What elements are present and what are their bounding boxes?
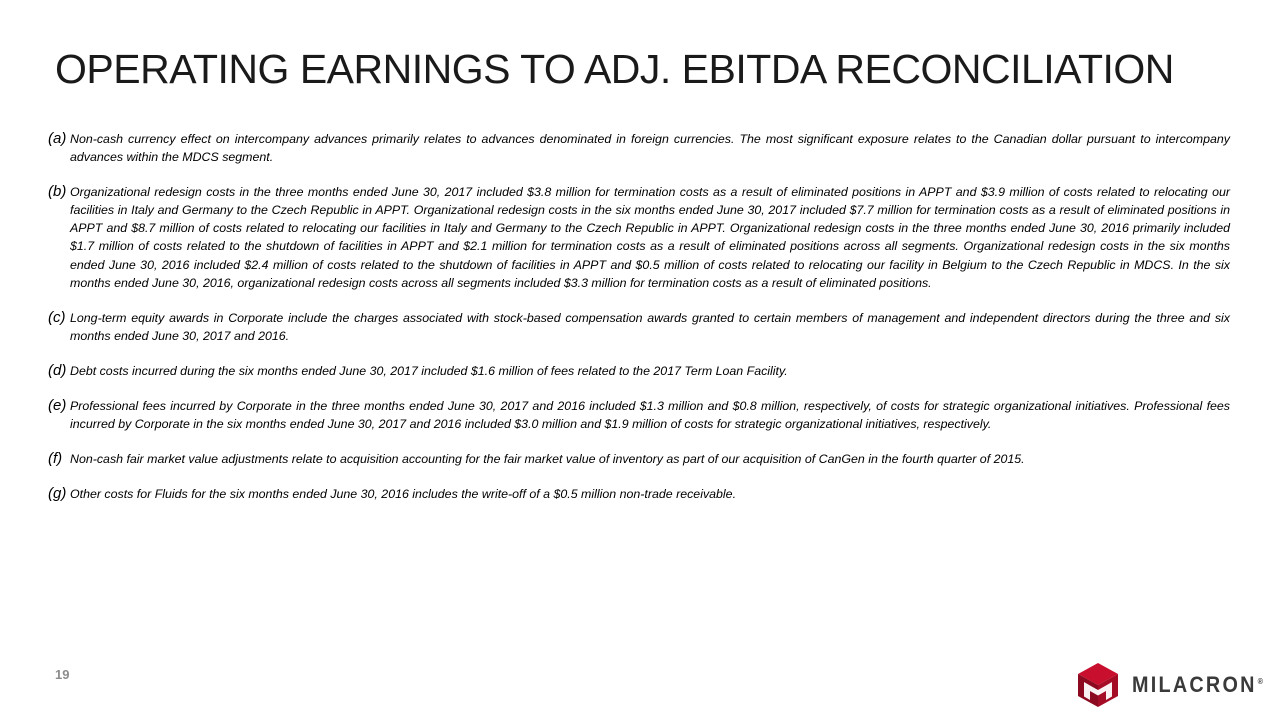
footnote-e	[48, 397, 1230, 433]
footnote-f	[48, 450, 1230, 468]
footnote-text: Non-cash currency effect on intercompany advances primarily relates to advances denominated in foreign currencies. The most significant exposure relates to the Canadian dollar pursuant to intercompany advances within the MDCS segment.	[70, 132, 1230, 165]
wordmark-text: MILACRON	[1132, 672, 1257, 697]
registered-mark: ®	[1257, 676, 1263, 686]
footnote-b	[48, 183, 1230, 292]
footnote-text: Professional fees incurred by Corporate in the three months ended June 30, 2017 and 2016 included $1.3 million and $0.8 million, respectively, of costs for strategic organizational initiatives. Professional fees incurred by Corporate in the six months ended June 30, 2017 and 2016 included $3.0 million and $1.9 million of costs for strategic organizational initiatives, respectively.	[70, 399, 1230, 432]
footnote-marker: (a)	[48, 130, 67, 147]
footnote-text: Debt costs incurred during the six months ended June 30, 2017 included $1.6 million of fees related to the 2017 Term Loan Facility.	[70, 363, 788, 378]
footnote-marker: (f)	[48, 450, 63, 468]
slide-title: OPERATING EARNINGS TO ADJ. EBITDA RECONCILIATION	[55, 46, 1174, 92]
footnote-text: Long-term equity awards in Corporate include the charges associated with stock-based compensation awards granted to certain members of management and independent directors during the three and six months ended June 30, 2017 and 2016.	[70, 310, 1230, 343]
milacron-logo	[1076, 662, 1277, 708]
milacron-wordmark	[1132, 672, 1263, 698]
footnote-marker: (g)	[48, 485, 67, 503]
footnote-a	[48, 130, 1230, 166]
footnote-text: Organizational redesign costs in the three months ended June 30, 2017 included $3.8 million for termination costs as a result of eliminated positions in APPT and $3.9 million of costs related to relocating our facilities in Italy and Germany to the Czech Republic in APPT. Organizational redesign costs in the six months ended June 30, 2017 included $7.7 million for termination costs as a result of eliminated positions in APPT and $8.7 million of costs related to relocating our facilities in Italy and Germany to the Czech Republic in APPT. Organizational redesign costs in the three months ended June 30, 2016 primarily included $1.7 million of costs related to the shutdown of facilities in APPT and $2.1 million for termination costs as a result of eliminated positions across all segments. Organizational redesign costs in the six months ended June 30, 2016 included $2.4 million of costs related to the shutdown of facilities in APPT and $0.5 million of costs related to relocating our facility in Belgium to the Czech Republic in MDCS. In the six months ended June 30, 2016, organizational redesign costs across all segments included $3.3 million for termination costs as a result of eliminated positions.	[70, 185, 1230, 290]
page-number: 19	[55, 667, 70, 682]
footnote-g	[48, 485, 1230, 503]
footnote-marker: (d)	[48, 361, 67, 379]
footnote-d	[48, 362, 1230, 380]
footnote-marker: (c)	[48, 308, 66, 326]
footnote-marker: (b)	[48, 183, 67, 201]
footnotes-list	[48, 130, 1230, 520]
footnote-text: Other costs for Fluids for the six months ended June 30, 2016 includes the write-off of a $0.5 million non-trade receivable.	[70, 487, 737, 502]
footnote-text: Non-cash fair market value adjustments relate to acquisition accounting for the fair market value of inventory as part of our acquisition of CanGen in the fourth quarter of 2015.	[70, 452, 1025, 467]
milacron-cube-icon	[1076, 662, 1120, 708]
footnote-c	[48, 309, 1230, 345]
footnote-marker: (e)	[48, 397, 67, 415]
